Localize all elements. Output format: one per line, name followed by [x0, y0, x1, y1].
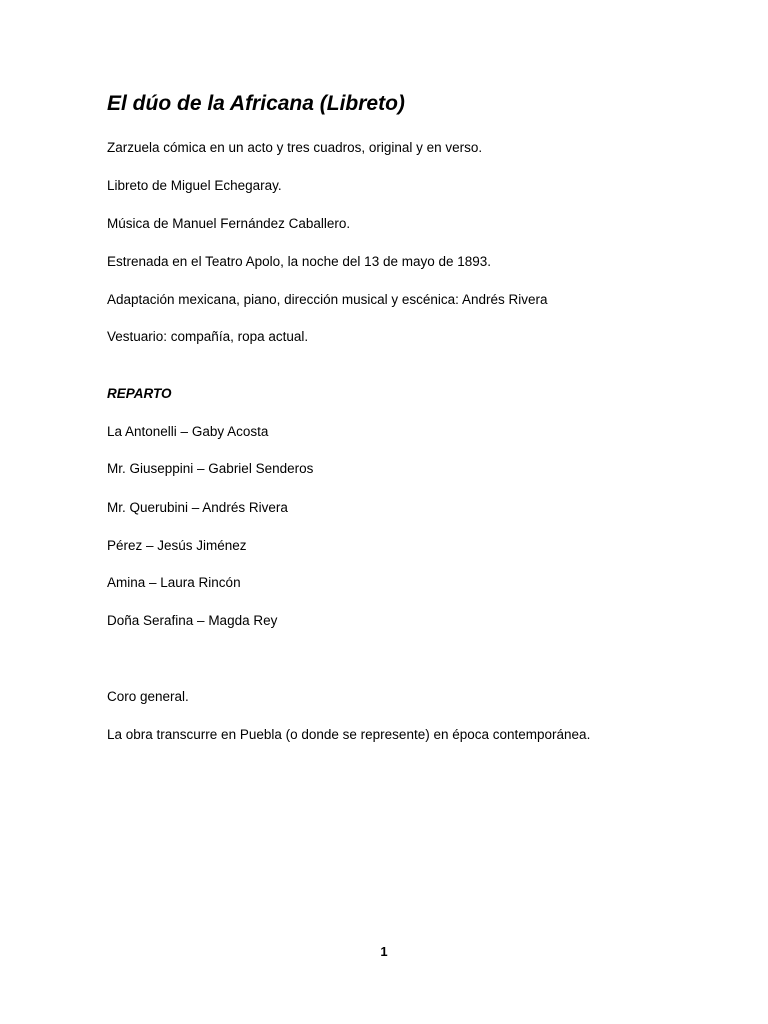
intro-line-libretto: Libreto de Miguel Echegaray. [107, 178, 282, 193]
page-number: 1 [380, 944, 388, 959]
cast-entry: Mr. Querubini – Andrés Rivera [107, 500, 288, 515]
intro-line-music: Música de Manuel Fernández Caballero. [107, 216, 351, 231]
cast-entry: Mr. Giuseppini – Gabriel Senderos [107, 461, 314, 476]
cast-entry: La Antonelli – Gaby Acosta [107, 424, 269, 439]
closing-line-setting: La obra transcurre en Puebla (o donde se represente) en época contemporánea. [107, 727, 591, 742]
intro-line-costumes: Vestuario: compañía, ropa actual. [107, 329, 309, 344]
cast-entry: Doña Serafina – Magda Rey [107, 613, 278, 628]
intro-line-genre: Zarzuela cómica en un acto y tres cuadros, original y en verso. [107, 140, 483, 155]
document-title: El dúo de la Africana (Libreto) [107, 92, 405, 115]
closing-line-chorus: Coro general. [107, 689, 189, 704]
cast-heading: REPARTO [107, 386, 172, 401]
cast-entry: Amina – Laura Rincón [107, 575, 241, 590]
intro-line-premiere: Estrenada en el Teatro Apolo, la noche del 13 de mayo de 1893. [107, 254, 492, 269]
intro-line-adaptation: Adaptación mexicana, piano, dirección musical y escénica: Andrés Rivera [107, 292, 548, 307]
cast-entry: Pérez – Jesús Jiménez [107, 538, 247, 553]
